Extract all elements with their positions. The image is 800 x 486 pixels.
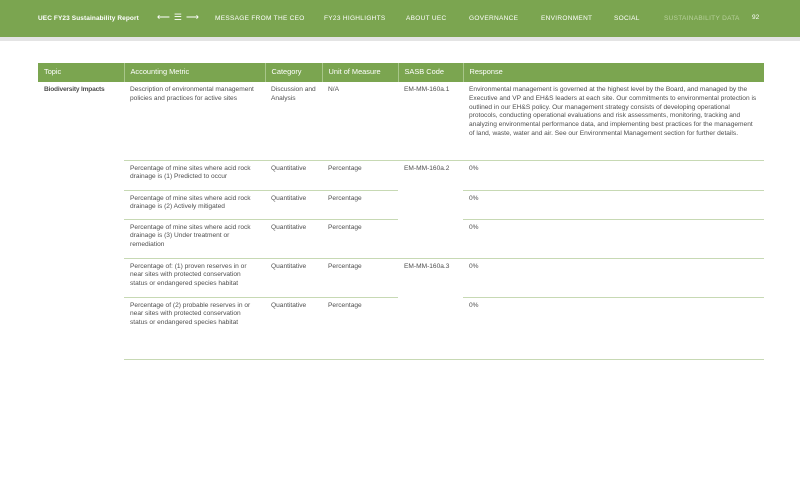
sasb-code-cell: EM-MM-160a.2	[398, 160, 463, 258]
unit-cell: Percentage	[322, 160, 398, 190]
column-header-accounting-metric: Accounting Metric	[124, 63, 265, 82]
nav-link-fy23-highlights[interactable]: FY23 HIGHLIGHTS	[324, 15, 386, 22]
sasb-metrics-table	[38, 63, 764, 360]
nav-link-environment[interactable]: ENVIRONMENT	[541, 15, 593, 22]
response-cell: 0%	[463, 258, 764, 297]
report-title: UEC FY23 Sustainability Report	[38, 15, 139, 22]
column-header-sasb-code: SASB Code	[398, 63, 463, 82]
response-cell: 0%	[463, 190, 764, 219]
sasb-code-cell: EM-MM-160a.3	[398, 258, 463, 359]
category-cell: Discussion and Analysis	[271, 86, 316, 102]
response-cell: 0%	[463, 297, 764, 359]
header-divider	[0, 37, 800, 41]
column-header-category: Category	[265, 63, 322, 82]
category-cell: Quantitative	[265, 160, 322, 190]
table-row	[38, 258, 764, 297]
response-cell: Environmental management is governed at the highest level by the Board, and managed by the Executive and VP and EH&S leaders at each site. Our commitments to environmental protection is outlined in our EH&S policy. Our management strategy consists of developing operational protocols, conducting operational evaluations and risk assessments, monitoring, tracking and analyzing environmental performance data, and implementing best practices for the management of land, waste, water and air. See our Environmental Management section for further details.	[469, 86, 757, 137]
nav-link-about-uec[interactable]: ABOUT UEC	[406, 15, 447, 22]
nav-link-message-from-the-ceo[interactable]: MESSAGE FROM THE CEO	[215, 15, 305, 22]
metric-cell: Percentage of (2) probable reserves in or near sites with protected conservation status or endangered species habitat	[124, 297, 265, 359]
topic-cell: Biodiversity Impacts	[44, 86, 105, 93]
nav-link-social[interactable]: SOCIAL	[614, 15, 640, 22]
unit-cell: Percentage	[322, 297, 398, 359]
unit-cell: N/A	[328, 86, 339, 93]
category-cell: Quantitative	[265, 297, 322, 359]
response-cell: 0%	[463, 160, 764, 190]
response-cell: 0%	[463, 219, 764, 258]
page-number: 92	[752, 14, 760, 21]
metric-cell: Percentage of mine sites where acid rock drainage is (2) Actively mitigated	[124, 190, 265, 219]
arrow-left-icon[interactable]: ⟵	[157, 12, 171, 22]
column-header-response: Response	[463, 63, 764, 82]
metric-cell: Percentage of mine sites where acid rock drainage is (1) Predicted to occur	[124, 160, 265, 190]
category-cell: Quantitative	[265, 258, 322, 297]
unit-cell: Percentage	[322, 219, 398, 258]
table-row	[38, 160, 764, 190]
column-header-topic: Topic	[38, 63, 124, 82]
table-header-row	[38, 63, 764, 82]
column-header-unit-of-measure: Unit of Measure	[322, 63, 398, 82]
top-navigation-bar	[0, 0, 800, 37]
nav-link-sustainability-data[interactable]: SUSTAINABILITY DATA	[664, 15, 740, 22]
unit-cell: Percentage	[322, 258, 398, 297]
table-row	[38, 82, 764, 160]
page-navigation-controls	[157, 12, 200, 23]
unit-cell: Percentage	[322, 190, 398, 219]
hamburger-menu-icon[interactable]: ☰	[173, 12, 183, 22]
sasb-code-cell: EM-MM-160a.1	[404, 86, 450, 93]
metric-cell: Percentage of mine sites where acid rock drainage is (3) Under treatment or remediation	[124, 219, 265, 258]
arrow-right-icon[interactable]: ⟶	[185, 12, 200, 22]
metric-cell: Description of environmental management policies and practices for active sites	[130, 86, 254, 102]
nav-link-governance[interactable]: GOVERNANCE	[469, 15, 519, 22]
metric-cell: Percentage of: (1) proven reserves in or near sites with protected conservation status or endangered species habitat	[124, 258, 265, 297]
category-cell: Quantitative	[265, 219, 322, 258]
category-cell: Quantitative	[265, 190, 322, 219]
